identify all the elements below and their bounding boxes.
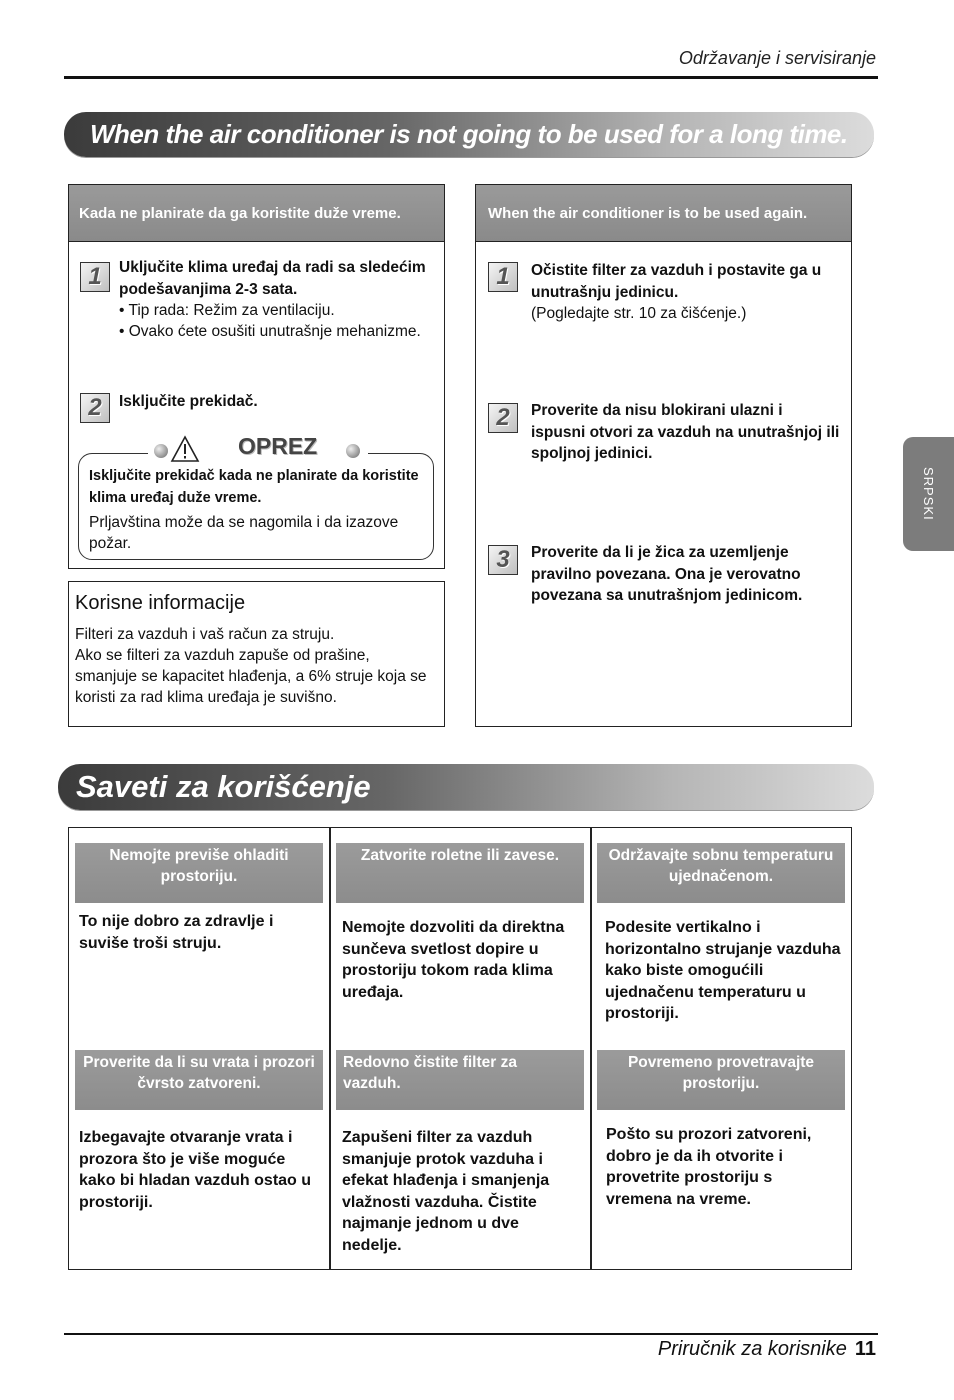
- storage-box-title: Kada ne planirate da ga koristite duže vreme.: [69, 185, 444, 242]
- tip-text-3: Podesite vertikalno i horizontalno strujanje vazduha kako biste omogućili ujednačenu temperaturu u prostoriji.: [605, 919, 841, 1022]
- language-tab-label: SRPSKI: [921, 467, 936, 521]
- storage-step1-bullet1: • Tip rada: Režim za ventilaciju.: [119, 302, 335, 319]
- usage-tips-banner: Saveti za korišćenje: [58, 764, 874, 810]
- step-number-2: 2: [488, 403, 518, 433]
- footer-rule: [64, 1333, 878, 1335]
- step-number-1: 1: [80, 262, 110, 292]
- reuse-box-title: When the air conditioner is to be used again.: [476, 185, 851, 242]
- footer: [658, 1338, 876, 1361]
- tips-divider-1: [329, 828, 331, 1269]
- tip-text-5: Zapušeni filter za vazduh smanjuje protok vazduha i efekat hlađenja i smanjenja vlažnosti vazduha. Čistite najmanje jednom u dve nedelje.: [342, 1129, 550, 1254]
- caution-dot-right: [346, 444, 360, 458]
- step-number-2: 2: [80, 393, 110, 423]
- tip-head-3: Održavajte sobnu temperaturu ujednačenom.: [597, 843, 845, 903]
- storage-step1-text: Uključite klima uređaj da radi sa sledećim podešavanjima 2-3 sata.: [119, 259, 426, 298]
- tip-head-6: Povremeno provetravajte prostoriju.: [597, 1050, 845, 1110]
- useful-info-title: Korisne informacije: [75, 592, 246, 614]
- caution-label: OPREZ: [238, 433, 318, 459]
- reuse-step2-text: Proverite da nisu blokirani ulazni i ispusni otvori za vazduh na unutrašnjoj ili spoljnoj jedinici.: [531, 402, 840, 462]
- language-tab: [903, 437, 954, 551]
- footer-label: Priručnik za korisnike: [657, 1338, 847, 1360]
- long-time-banner: When the air conditioner is not going to be used for a long time.: [64, 112, 874, 157]
- warning-icon: [170, 435, 200, 463]
- tip-text-1: To nije dobro za zdravlje i suviše troši struju.: [79, 913, 274, 952]
- caution-text: Prljavština može da se nagomila i da izazove požar.: [89, 514, 399, 552]
- storage-step2-text: Isključite prekidač.: [119, 393, 258, 410]
- useful-info-text: Ako se filteri za vazduh zapuše od prašine, smanjuje se kapacitet hlađenja, a 6% struje koja se koristi za rad klima uređaja je suvišno.: [75, 647, 427, 706]
- caution-title-area: [148, 430, 368, 470]
- tip-head-5: Redovno čistite filter za vazduh.: [336, 1050, 584, 1110]
- step-number-1: 1: [488, 262, 518, 292]
- caution-dot-left: [154, 444, 168, 458]
- step-number-3: 3: [488, 545, 518, 575]
- useful-info-line1: Filteri za vazduh i vaš račun za struju.: [75, 626, 335, 643]
- tip-text-4: Izbegavajte otvaranje vrata i prozora što je više moguće kako bi hladan vazduh ostao u prostoriji.: [79, 1129, 312, 1211]
- header-rule: [64, 76, 878, 79]
- reuse-step1-note: (Pogledajte str. 10 za čišćenje.): [531, 305, 747, 322]
- tip-head-1: Nemojte previše ohladiti prostoriju.: [75, 843, 323, 903]
- tip-head-2: Zatvorite roletne ili zavese.: [336, 843, 584, 903]
- page-number: 11: [854, 1338, 876, 1360]
- section-header: Održavanje i servisiranje: [678, 48, 876, 68]
- tip-text-6: Pošto su prozori zatvoreni, dobro je da ih otvorite i provetrite prostoriju s vremena na vreme.: [606, 1126, 812, 1208]
- storage-step1-bullet2: • Ovako ćete osušiti unutrašnje mehanizme.: [119, 323, 421, 340]
- caution-bold-text: Isključite prekidač kada ne planirate da koristite klima uređaj duže vreme.: [89, 468, 419, 506]
- tip-head-4: Proverite da li su vrata i prozori čvrsto zatvoreni.: [75, 1050, 323, 1110]
- reuse-step3-text: Proverite da li je žica za uzemljenje pravilno povezana. Ona je verovatno povezana sa unutrašnjom jedinicom.: [531, 544, 803, 604]
- tips-divider-2: [590, 828, 592, 1269]
- tip-text-2: Nemojte dozvoliti da direktna sunčeva svetlost dopire u prostoriju tokom rada klima uređaja.: [342, 919, 565, 1001]
- reuse-step1-text: Očistite filter za vazduh i postavite ga u unutrašnju jedinicu.: [531, 262, 822, 301]
